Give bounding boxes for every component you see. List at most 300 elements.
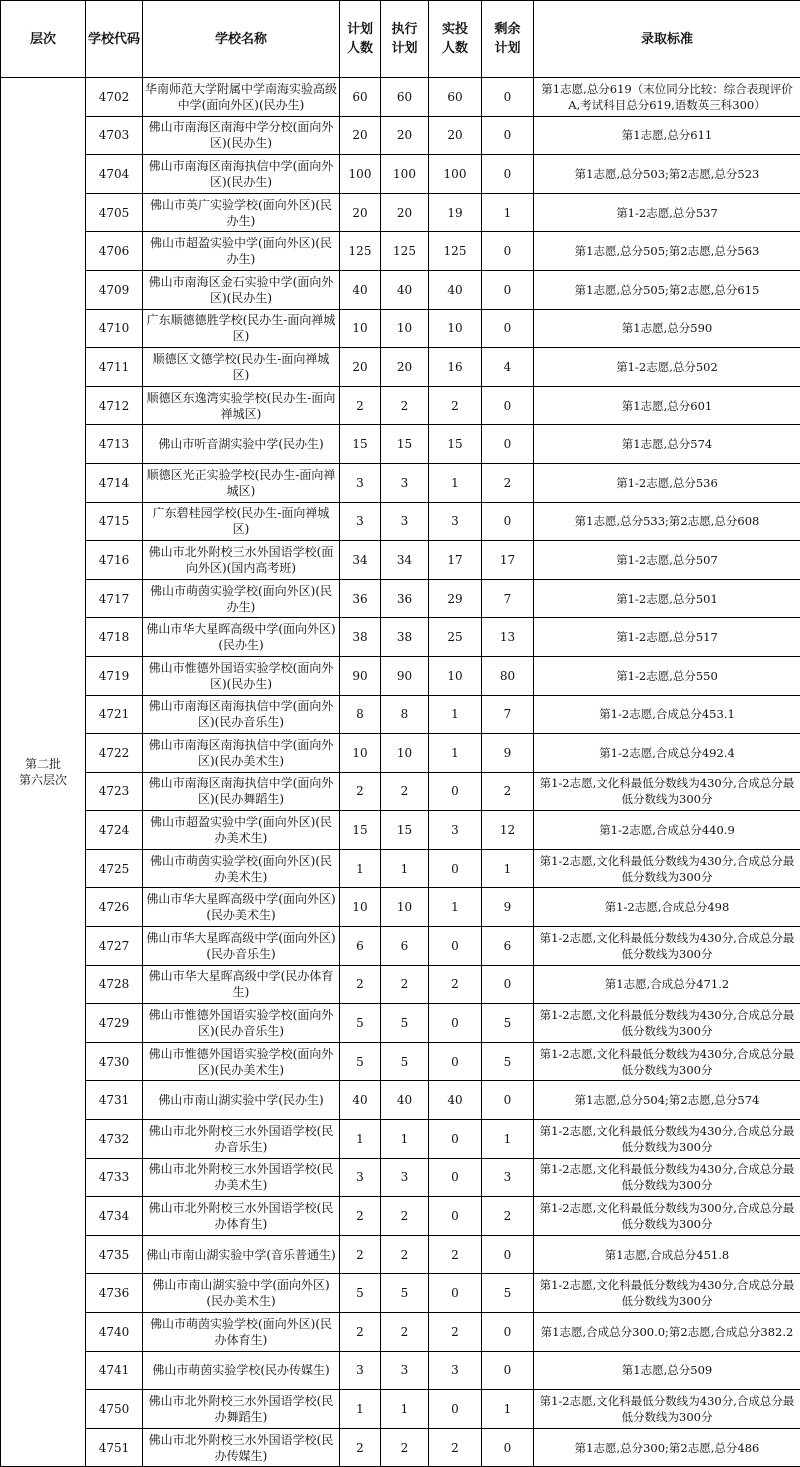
remaining-plan: 5: [482, 1274, 534, 1313]
admission-criteria: 第1-2志愿,总分536: [534, 463, 800, 502]
exec-plan: 10: [381, 888, 429, 927]
header-remaining: [482, 1, 534, 78]
school-name: 佛山市萌茵实验学校(民办传媒生): [143, 1351, 340, 1390]
exec-plan: 3: [381, 463, 429, 502]
actual-count: 10: [429, 656, 482, 695]
school-code: 4726: [86, 888, 143, 927]
school-name: 佛山市南海区南海中学分校(面向外区)(民办生): [143, 116, 340, 155]
school-name: 佛山市南山湖实验中学(面向外区)(民办美术生): [143, 1274, 340, 1313]
school-code: 4741: [86, 1351, 143, 1390]
actual-count: 0: [429, 1197, 482, 1236]
actual-count: 1: [429, 695, 482, 734]
admission-criteria: 第1志愿,总分505;第2志愿,总分615: [534, 270, 800, 309]
remaining-plan: 0: [482, 965, 534, 1004]
school-name: 顺德区东逸湾实验学校(民办生-面向禅城区): [143, 386, 340, 425]
remaining-plan: 1: [482, 849, 534, 888]
plan-count: 40: [340, 270, 381, 309]
school-code: 4712: [86, 386, 143, 425]
exec-plan: 5: [381, 1004, 429, 1043]
plan-count: 1: [340, 1120, 381, 1159]
actual-count: 0: [429, 1158, 482, 1197]
school-code: 4722: [86, 734, 143, 773]
remaining-plan: 0: [482, 1235, 534, 1274]
remaining-plan: 17: [482, 541, 534, 580]
plan-count: 10: [340, 888, 381, 927]
school-code: 4725: [86, 849, 143, 888]
plan-count: 2: [340, 386, 381, 425]
school-code: 4735: [86, 1235, 143, 1274]
actual-count: 40: [429, 1081, 482, 1120]
exec-plan: 15: [381, 425, 429, 464]
school-name: 佛山市超盈实验中学(面向外区)(民办生): [143, 232, 340, 271]
actual-count: 40: [429, 270, 482, 309]
school-code: 4721: [86, 695, 143, 734]
school-name: 佛山市萌茵实验学校(面向外区)(民办体育生): [143, 1313, 340, 1352]
table-row: [1, 811, 800, 850]
actual-count: 2: [429, 386, 482, 425]
exec-plan: 3: [381, 1351, 429, 1390]
exec-plan: 40: [381, 270, 429, 309]
school-code: 4710: [86, 309, 143, 348]
header-exec: [381, 1, 429, 78]
exec-plan: 2: [381, 386, 429, 425]
exec-plan: 125: [381, 232, 429, 271]
header-code: 学校代码: [86, 1, 143, 78]
remaining-plan: 0: [482, 232, 534, 271]
remaining-plan: 0: [482, 425, 534, 464]
remaining-plan: 5: [482, 1042, 534, 1081]
actual-count: 0: [429, 1274, 482, 1313]
exec-plan: 5: [381, 1274, 429, 1313]
admission-criteria: 第1-2志愿,文化科最低分数线为430分,合成总分最低分数线为300分: [534, 927, 800, 966]
table-row: [1, 695, 800, 734]
table-row: [1, 1081, 800, 1120]
actual-count: 3: [429, 502, 482, 541]
plan-count: 2: [340, 1428, 381, 1467]
admission-criteria: 第1-2志愿,总分507: [534, 541, 800, 580]
table-row: [1, 1235, 800, 1274]
school-code: 4716: [86, 541, 143, 580]
admission-criteria: 第1志愿,总分590: [534, 309, 800, 348]
table-row: [1, 888, 800, 927]
table-row: [1, 849, 800, 888]
plan-count: 2: [340, 772, 381, 811]
plan-count: 40: [340, 1081, 381, 1120]
exec-plan: 90: [381, 656, 429, 695]
school-name: 广东碧桂园学校(民办生-面向禅城区): [143, 502, 340, 541]
exec-plan: 100: [381, 155, 429, 194]
exec-plan: 40: [381, 1081, 429, 1120]
exec-plan: 60: [381, 78, 429, 117]
remaining-plan: 6: [482, 927, 534, 966]
school-name: 佛山市英广实验学校(面向外区)(民办生): [143, 193, 340, 232]
school-name: 顺德区光正实验学校(民办生-面向禅城区): [143, 463, 340, 502]
actual-count: 25: [429, 618, 482, 657]
actual-count: 0: [429, 1390, 482, 1429]
table-row: [1, 1390, 800, 1429]
school-code: 4705: [86, 193, 143, 232]
school-name: 佛山市南山湖实验中学(民办生): [143, 1081, 340, 1120]
school-code: 4702: [86, 78, 143, 117]
admission-criteria: 第1志愿,合成总分451.8: [534, 1235, 800, 1274]
school-name: 顺德区文德学校(民办生-面向禅城区): [143, 348, 340, 387]
school-code: 4728: [86, 965, 143, 1004]
school-name: 佛山市北外附校三水外国语学校(面向外区)(国内高考班): [143, 541, 340, 580]
school-code: 4714: [86, 463, 143, 502]
table-row: [1, 1428, 800, 1467]
admission-criteria: 第1-2志愿,总分502: [534, 348, 800, 387]
admission-criteria: 第1志愿,合成总分300.0;第2志愿,合成总分382.2: [534, 1313, 800, 1352]
school-code: 4717: [86, 579, 143, 618]
plan-count: 8: [340, 695, 381, 734]
remaining-plan: 0: [482, 1081, 534, 1120]
plan-count: 60: [340, 78, 381, 117]
table-row: [1, 734, 800, 773]
remaining-plan: 0: [482, 1313, 534, 1352]
plan-count: 3: [340, 502, 381, 541]
school-name: 佛山市北外附校三水外国语学校(民办美术生): [143, 1158, 340, 1197]
school-code: 4715: [86, 502, 143, 541]
actual-count: 2: [429, 1235, 482, 1274]
admission-criteria: 第1-2志愿,文化科最低分数线为430分,合成总分最低分数线为300分: [534, 1274, 800, 1313]
actual-count: 0: [429, 927, 482, 966]
admission-criteria: 第1-2志愿,文化科最低分数线为430分,合成总分最低分数线为300分: [534, 772, 800, 811]
header-criteria: 录取标准: [534, 1, 800, 78]
exec-plan: 1: [381, 1120, 429, 1159]
actual-count: 60: [429, 78, 482, 117]
table-row: [1, 425, 800, 464]
admission-criteria: 第1-2志愿,文化科最低分数线为430分,合成总分最低分数线为300分: [534, 1158, 800, 1197]
admission-criteria: 第1-2志愿,总分537: [534, 193, 800, 232]
school-name: 佛山市超盈实验中学(面向外区)(民办美术生): [143, 811, 340, 850]
table-row: [1, 78, 800, 117]
remaining-plan: 2: [482, 463, 534, 502]
plan-count: 6: [340, 927, 381, 966]
school-code: 4718: [86, 618, 143, 657]
actual-count: 1: [429, 734, 482, 773]
remaining-plan: 0: [482, 502, 534, 541]
remaining-plan: 0: [482, 270, 534, 309]
plan-count: 20: [340, 193, 381, 232]
table-row: [1, 502, 800, 541]
table-row: [1, 772, 800, 811]
exec-plan: 2: [381, 965, 429, 1004]
actual-count: 10: [429, 309, 482, 348]
school-name: 佛山市惟德外国语实验学校(面向外区)(民办音乐生): [143, 1004, 340, 1043]
table-row: [1, 386, 800, 425]
table-row: [1, 1004, 800, 1043]
exec-plan: 3: [381, 1158, 429, 1197]
exec-plan: 1: [381, 849, 429, 888]
table-row: [1, 232, 800, 271]
actual-count: 0: [429, 849, 482, 888]
table-row: [1, 348, 800, 387]
remaining-plan: 3: [482, 1158, 534, 1197]
remaining-plan: 0: [482, 386, 534, 425]
table-row: [1, 965, 800, 1004]
school-name: 华南师范大学附属中学南海实验高级中学(面向外区)(民办生): [143, 78, 340, 117]
school-code: 4709: [86, 270, 143, 309]
table-row: [1, 1158, 800, 1197]
school-name: 佛山市萌茵实验学校(面向外区)(民办美术生): [143, 849, 340, 888]
school-code: 4729: [86, 1004, 143, 1043]
admission-criteria: 第1-2志愿,文化科最低分数线为430分,合成总分最低分数线为300分: [534, 849, 800, 888]
school-name: 佛山市南山湖实验中学(音乐普通生): [143, 1235, 340, 1274]
table-row: [1, 1042, 800, 1081]
exec-plan: 20: [381, 348, 429, 387]
school-name: 佛山市华大星晖高级中学(面向外区)(民办生): [143, 618, 340, 657]
school-name: 佛山市华大星晖高级中学(面向外区)(民办音乐生): [143, 927, 340, 966]
header-level: 层次: [1, 1, 86, 78]
school-code: 4740: [86, 1313, 143, 1352]
plan-count: 2: [340, 965, 381, 1004]
remaining-plan: 1: [482, 1120, 534, 1159]
actual-count: 20: [429, 116, 482, 155]
actual-count: 19: [429, 193, 482, 232]
plan-count: 3: [340, 1351, 381, 1390]
school-name: 佛山市南海区南海执信中学(面向外区)(民办舞蹈生): [143, 772, 340, 811]
exec-plan: 3: [381, 502, 429, 541]
table-row: [1, 1120, 800, 1159]
table-row: [1, 193, 800, 232]
exec-plan: 2: [381, 1428, 429, 1467]
school-code: 4732: [86, 1120, 143, 1159]
table-row: [1, 1313, 800, 1352]
admission-criteria: 第1志愿,总分533;第2志愿,总分608: [534, 502, 800, 541]
plan-count: 90: [340, 656, 381, 695]
level-line: 第二批: [24, 757, 61, 772]
remaining-plan: 1: [482, 193, 534, 232]
exec-plan: 38: [381, 618, 429, 657]
actual-count: 125: [429, 232, 482, 271]
plan-count: 2: [340, 1197, 381, 1236]
plan-count: 1: [340, 849, 381, 888]
remaining-plan: 5: [482, 1004, 534, 1043]
admission-criteria: 第1-2志愿,总分501: [534, 579, 800, 618]
actual-count: 3: [429, 811, 482, 850]
admission-criteria: 第1志愿,总分601: [534, 386, 800, 425]
school-code: 4727: [86, 927, 143, 966]
actual-count: 2: [429, 965, 482, 1004]
remaining-plan: 0: [482, 78, 534, 117]
school-name: 佛山市北外附校三水外国语学校(民办体育生): [143, 1197, 340, 1236]
actual-count: 29: [429, 579, 482, 618]
exec-plan: 8: [381, 695, 429, 734]
remaining-plan: 7: [482, 579, 534, 618]
school-name: 佛山市南海区南海执信中学(面向外区)(民办音乐生): [143, 695, 340, 734]
admission-criteria: 第1-2志愿,文化科最低分数线为430分,合成总分最低分数线为300分: [534, 1390, 800, 1429]
school-code: 4751: [86, 1428, 143, 1467]
remaining-plan: 2: [482, 772, 534, 811]
exec-plan: 20: [381, 116, 429, 155]
exec-plan: 36: [381, 579, 429, 618]
admission-criteria: 第1志愿,合成总分471.2: [534, 965, 800, 1004]
school-code: 4730: [86, 1042, 143, 1081]
header-actual-text: 实投人数: [441, 22, 468, 56]
header-remaining-text: 剩余计划: [494, 22, 521, 56]
school-code: 4723: [86, 772, 143, 811]
school-code: 4719: [86, 656, 143, 695]
school-name: 佛山市惟德外国语实验学校(面向外区)(民办美术生): [143, 1042, 340, 1081]
actual-count: 16: [429, 348, 482, 387]
plan-count: 15: [340, 811, 381, 850]
remaining-plan: 1: [482, 1390, 534, 1429]
exec-plan: 2: [381, 1197, 429, 1236]
actual-count: 0: [429, 772, 482, 811]
admission-criteria: 第1志愿,总分300;第2志愿,总分486: [534, 1428, 800, 1467]
plan-count: 2: [340, 1313, 381, 1352]
plan-count: 100: [340, 155, 381, 194]
exec-plan: 6: [381, 927, 429, 966]
exec-plan: 5: [381, 1042, 429, 1081]
plan-count: 5: [340, 1004, 381, 1043]
admission-criteria: 第1志愿,总分505;第2志愿,总分563: [534, 232, 800, 271]
admission-criteria: 第1志愿,总分504;第2志愿,总分574: [534, 1081, 800, 1120]
admission-criteria: 第1志愿,总分611: [534, 116, 800, 155]
remaining-plan: 9: [482, 888, 534, 927]
remaining-plan: 4: [482, 348, 534, 387]
table-row: [1, 927, 800, 966]
admission-criteria: 第1志愿,总分509: [534, 1351, 800, 1390]
table-row: [1, 270, 800, 309]
plan-count: 15: [340, 425, 381, 464]
admission-criteria: 第1-2志愿,合成总分492.4: [534, 734, 800, 773]
actual-count: 0: [429, 1004, 482, 1043]
admission-criteria: 第1-2志愿,合成总分453.1: [534, 695, 800, 734]
header-name: 学校名称: [143, 1, 340, 78]
header-row: [1, 1, 800, 78]
school-name: 佛山市听音湖实验中学(民办生): [143, 425, 340, 464]
table-row: [1, 463, 800, 502]
actual-count: 15: [429, 425, 482, 464]
admission-criteria: 第1-2志愿,合成总分498: [534, 888, 800, 927]
school-code: 4736: [86, 1274, 143, 1313]
actual-count: 0: [429, 1120, 482, 1159]
exec-plan: 10: [381, 734, 429, 773]
admission-criteria: 第1-2志愿,文化科最低分数线为430分,合成总分最低分数线为300分: [534, 1120, 800, 1159]
table-row: [1, 1197, 800, 1236]
exec-plan: 15: [381, 811, 429, 850]
admission-criteria: 第1-2志愿,合成总分440.9: [534, 811, 800, 850]
actual-count: 100: [429, 155, 482, 194]
actual-count: 1: [429, 888, 482, 927]
admission-criteria: 第1志愿,总分619（末位同分比较：综合表现评价A,考试科目总分619,语数英三科300）: [534, 78, 800, 117]
school-code: 4734: [86, 1197, 143, 1236]
header-plan-text: 计划人数: [346, 22, 373, 56]
actual-count: 17: [429, 541, 482, 580]
remaining-plan: 7: [482, 695, 534, 734]
school-code: 4704: [86, 155, 143, 194]
admission-criteria: 第1-2志愿,总分550: [534, 656, 800, 695]
plan-count: 5: [340, 1042, 381, 1081]
exec-plan: 2: [381, 1313, 429, 1352]
admission-criteria: 第1-2志愿,文化科最低分数线为430分,合成总分最低分数线为300分: [534, 1042, 800, 1081]
school-code: 4703: [86, 116, 143, 155]
school-code: 4711: [86, 348, 143, 387]
level-cell: [1, 78, 86, 1467]
admission-criteria: 第1-2志愿,文化科最低分数线为300分,合成总分最低分数线为300分: [534, 1197, 800, 1236]
plan-count: 20: [340, 348, 381, 387]
table-row: [1, 309, 800, 348]
actual-count: 2: [429, 1428, 482, 1467]
actual-count: 3: [429, 1351, 482, 1390]
school-name: 佛山市惟德外国语实验学校(面向外区)(民办生): [143, 656, 340, 695]
plan-count: 125: [340, 232, 381, 271]
table-row: [1, 116, 800, 155]
table-row: [1, 618, 800, 657]
school-name: 佛山市华大星晖高级中学(面向外区)(民办美术生): [143, 888, 340, 927]
school-code: 4733: [86, 1158, 143, 1197]
admission-criteria: 第1-2志愿,文化科最低分数线为430分,合成总分最低分数线为300分: [534, 1004, 800, 1043]
header-plan: [340, 1, 381, 78]
school-code: 4713: [86, 425, 143, 464]
plan-count: 1: [340, 1390, 381, 1429]
actual-count: 1: [429, 463, 482, 502]
school-name: 佛山市南海区南海执信中学(面向外区)(民办生): [143, 155, 340, 194]
remaining-plan: 9: [482, 734, 534, 773]
table-row: [1, 1351, 800, 1390]
school-code: 4750: [86, 1390, 143, 1429]
remaining-plan: 0: [482, 309, 534, 348]
exec-plan: 20: [381, 193, 429, 232]
school-code: 4731: [86, 1081, 143, 1120]
admission-criteria: 第1志愿,总分503;第2志愿,总分523: [534, 155, 800, 194]
exec-plan: 34: [381, 541, 429, 580]
school-name: 佛山市萌茵实验学校(面向外区)(民办生): [143, 579, 340, 618]
table-row: [1, 155, 800, 194]
school-name: 佛山市北外附校三水外国语学校(民办舞蹈生): [143, 1390, 340, 1429]
level-line: 第六层次: [18, 773, 67, 788]
plan-count: 3: [340, 1158, 381, 1197]
remaining-plan: 80: [482, 656, 534, 695]
exec-plan: 2: [381, 772, 429, 811]
plan-count: 10: [340, 734, 381, 773]
remaining-plan: 12: [482, 811, 534, 850]
exec-plan: 2: [381, 1235, 429, 1274]
school-code: 4706: [86, 232, 143, 271]
remaining-plan: 0: [482, 116, 534, 155]
plan-count: 34: [340, 541, 381, 580]
plan-count: 20: [340, 116, 381, 155]
school-name: 佛山市北外附校三水外国语学校(民办传媒生): [143, 1428, 340, 1467]
plan-count: 38: [340, 618, 381, 657]
actual-count: 0: [429, 1042, 482, 1081]
actual-count: 2: [429, 1313, 482, 1352]
table-row: [1, 1274, 800, 1313]
school-name: 佛山市南海区金石实验中学(面向外区)(民办生): [143, 270, 340, 309]
school-name: 佛山市南海区南海执信中学(面向外区)(民办美术生): [143, 734, 340, 773]
table-row: [1, 656, 800, 695]
table-row: [1, 541, 800, 580]
plan-count: 36: [340, 579, 381, 618]
school-name: 佛山市北外附校三水外国语学校(民办音乐生): [143, 1120, 340, 1159]
header-exec-text: 执行计划: [391, 22, 418, 56]
remaining-plan: 0: [482, 1351, 534, 1390]
remaining-plan: 13: [482, 618, 534, 657]
plan-count: 10: [340, 309, 381, 348]
remaining-plan: 2: [482, 1197, 534, 1236]
header-actual: [429, 1, 482, 78]
school-name: 佛山市华大星晖高级中学(民办体育生): [143, 965, 340, 1004]
school-name: 广东顺德德胜学校(民办生-面向禅城区): [143, 309, 340, 348]
exec-plan: 10: [381, 309, 429, 348]
remaining-plan: 0: [482, 155, 534, 194]
admission-criteria: 第1志愿,总分574: [534, 425, 800, 464]
exec-plan: 1: [381, 1390, 429, 1429]
plan-count: 3: [340, 463, 381, 502]
plan-count: 2: [340, 1235, 381, 1274]
admission-criteria: 第1-2志愿,总分517: [534, 618, 800, 657]
